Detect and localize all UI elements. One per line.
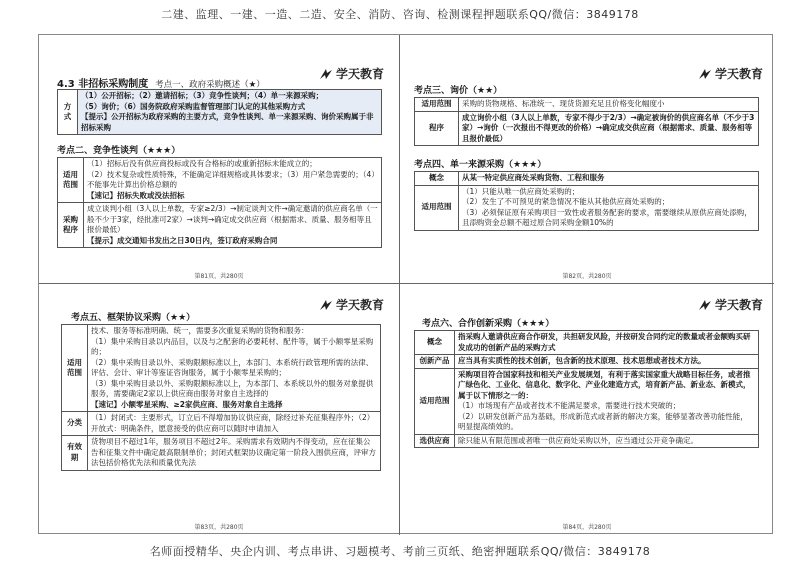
point-title: 考点五、框架协议采购（★★）	[71, 313, 196, 323]
logo-text: 学天教育	[715, 67, 764, 81]
concept-content: 从某一特定供应商处采购货物、工程和服务	[459, 172, 759, 186]
label-scope: 适用范围	[62, 325, 88, 412]
label-product: 创新产品	[415, 355, 455, 369]
validity-content: 货物项目不超过1年，服务项目不超过2年。采购需求有效期内不得变动，应在征集公告和征集文件中确定最高限制单价；封闭式框架协议确定第一阶段入围供应商，评审方法包括价格优先法和质量优先法	[88, 436, 381, 471]
scope-content: （1）只能从唯一供应商处采购的； （2）发生了不可预见的紧急情况不能从其他供应商处采购的； （3）必须保证原有采购项目一致性或者服务配套的要求，需要继续从原供应商处添购，且添购资金总额不超过原合同采购金额10%的	[459, 185, 759, 230]
table-fangshi	[57, 89, 382, 135]
label-scope: 适用范围	[58, 158, 84, 203]
logo	[319, 296, 384, 313]
label-scope: 适用范围	[415, 368, 455, 434]
section-title: 4.3 非招标采购制度 考点一、政府采购概述（★）	[57, 79, 265, 90]
logo-icon	[698, 68, 712, 80]
table-framework	[61, 324, 381, 471]
logo-text: 学天教育	[715, 298, 764, 312]
point-title: 考点二、竞争性谈判（★★★）	[57, 146, 181, 156]
label-scope: 适用范围	[415, 98, 459, 112]
bottom-banner: 名师面授精华、央企内训、考点串讲、习题模考、考前三页纸、绝密押题联系QQ/微信：3849178	[149, 545, 651, 558]
select-content: 除只能从有限范围或者唯一供应商处采购以外，应当通过公开竞争确定。	[455, 434, 759, 448]
page-number: 第84页，共280页	[562, 524, 612, 531]
logo-text: 学天教育	[336, 67, 385, 81]
label-fangshi: 方式	[58, 90, 78, 135]
logo-icon	[319, 68, 333, 80]
logo-text: 学天教育	[336, 298, 385, 312]
scope-content: （1）招标后没有供应商投标或没有合格标的或重新招标未能成立的； （2）技术复杂或性质特殊，不能确定详细规格或具体要求；（3）用户紧急需要的；（4）不能事先计算出价格总额的 【速记】招标失败或没法招标	[84, 158, 382, 203]
scope-content: 采购的货物规格、标准统一、现货货源充足且价格变化幅度小	[459, 98, 759, 112]
procedure-content: 成立谈判小组（3人以上单数，专家≥2/3）→制定谈判文件→确定邀请的供应商名单（一般不少于3家，经批准可2家）→谈判→确定成交供应商（根据需求、质量、服务相等且报价最低） 【提示】成交通知书发出之日30日内，签订政府采购合同	[84, 203, 382, 248]
label-scope: 适用范围	[415, 185, 459, 230]
slide-84	[400, 284, 774, 535]
logo	[698, 65, 763, 82]
slide-83	[39, 284, 399, 535]
label-class: 分类	[62, 412, 88, 436]
fangshi-content: （1）公开招标；（2）邀请招标；（3）竞争性谈判；（4）单一来源采购； （5）询价；（6）国务院政府采购监督管理部门认定的其他采购方式 【提示】公开招标为政府采购的主要方式，竞争性谈判、单一来源采购、询价采购属于非招标采购	[78, 90, 382, 135]
label-validity: 有效期	[62, 436, 88, 471]
table-single-source	[414, 171, 759, 231]
slide-82	[400, 35, 774, 283]
table-negotiation	[57, 157, 382, 248]
scope-content: 采购项目符合国家科技和相关产业发展规划，有利于落实国家重大战略目标任务，或者推广绿色化、工业化、信息化、数字化、产业化建造方式，培育新产品、新业态、新模式，属于以下情形之一的： （1）市场现有产品或者技术不能满足要求，需要进行技术突破的； （2）以研发创新产品为基础，形成新范式或者新的解决方案，能够显著改善功能性能，明显提高绩效的。	[455, 368, 759, 434]
label-select: 选供应商	[415, 434, 455, 448]
table-innovation	[414, 330, 759, 448]
scope-content: 技术、服务等标准明确、统一，需要多次重复采购的货物和服务： （1）集中采购目录以内品目，以及与之配套的必要耗材、配件等，属于小额零星采购的； （2）集中采购目录以外、采购限额标准以上，本部门、本系统行政管理所需的法律、评估、会计、审计等鉴证咨询服务，属于小额零星采购的； （3）集中采购目录以外、采购限额标准以上，为本部门、本系统以外的服务对象提供服务，需要确定2家以上供应商由服务对象自主选择的 【速记】小额零星采购、≥2家供应商、服务对象自主选择	[88, 325, 381, 412]
table-inquiry	[414, 97, 759, 146]
procedure-content: 成立询价小组（3人以上单数，专家不得少于2/3）→确定被询价的供应商名单（不少于3家）→询价（一次报出不得更改的价格）→确定成交供应商（根据需求、质量、服务相等且报价最低）	[459, 111, 759, 146]
top-banner: 二建、监理、一建、一造、二造、安全、消防、咨询、检测课程押题联系QQ/微信：3849178	[161, 8, 639, 21]
logo	[319, 65, 384, 82]
page-number: 第82页，共280页	[562, 273, 612, 280]
point-title: 考点四、单一来源采购（★★★）	[414, 160, 547, 170]
page-number: 第81页，共280页	[194, 273, 244, 280]
logo-icon	[698, 299, 712, 311]
concept-content: 指采购人邀请供应商合作研发，共担研发风险，并按研发合同约定的数量或者金额购买研发成功的创新产品的采购方式	[455, 331, 759, 355]
point-title: 考点三、询价（★★）	[414, 86, 503, 96]
label-procedure: 程序	[415, 111, 459, 146]
page-number: 第83页，共280页	[194, 524, 244, 531]
class-content: （1）封闭式：主要形式，订立后不得增加协议供应商，除经过补充征集程序外；（2）开放式：明确条件，愿意接受的供应商可以随时申请加入	[88, 412, 381, 436]
document-sheet	[38, 34, 773, 534]
label-concept: 概念	[415, 172, 459, 186]
logo	[698, 296, 763, 313]
product-content: 应当具有实质性的技术创新，包含新的技术原理、技术思想或者技术方法。	[455, 355, 759, 369]
label-concept: 概念	[415, 331, 455, 355]
slide-81	[39, 35, 399, 283]
logo-icon	[319, 299, 333, 311]
point-title: 考点六、合作创新采购（★★★）	[422, 319, 555, 329]
label-procedure: 采购程序	[58, 203, 84, 248]
